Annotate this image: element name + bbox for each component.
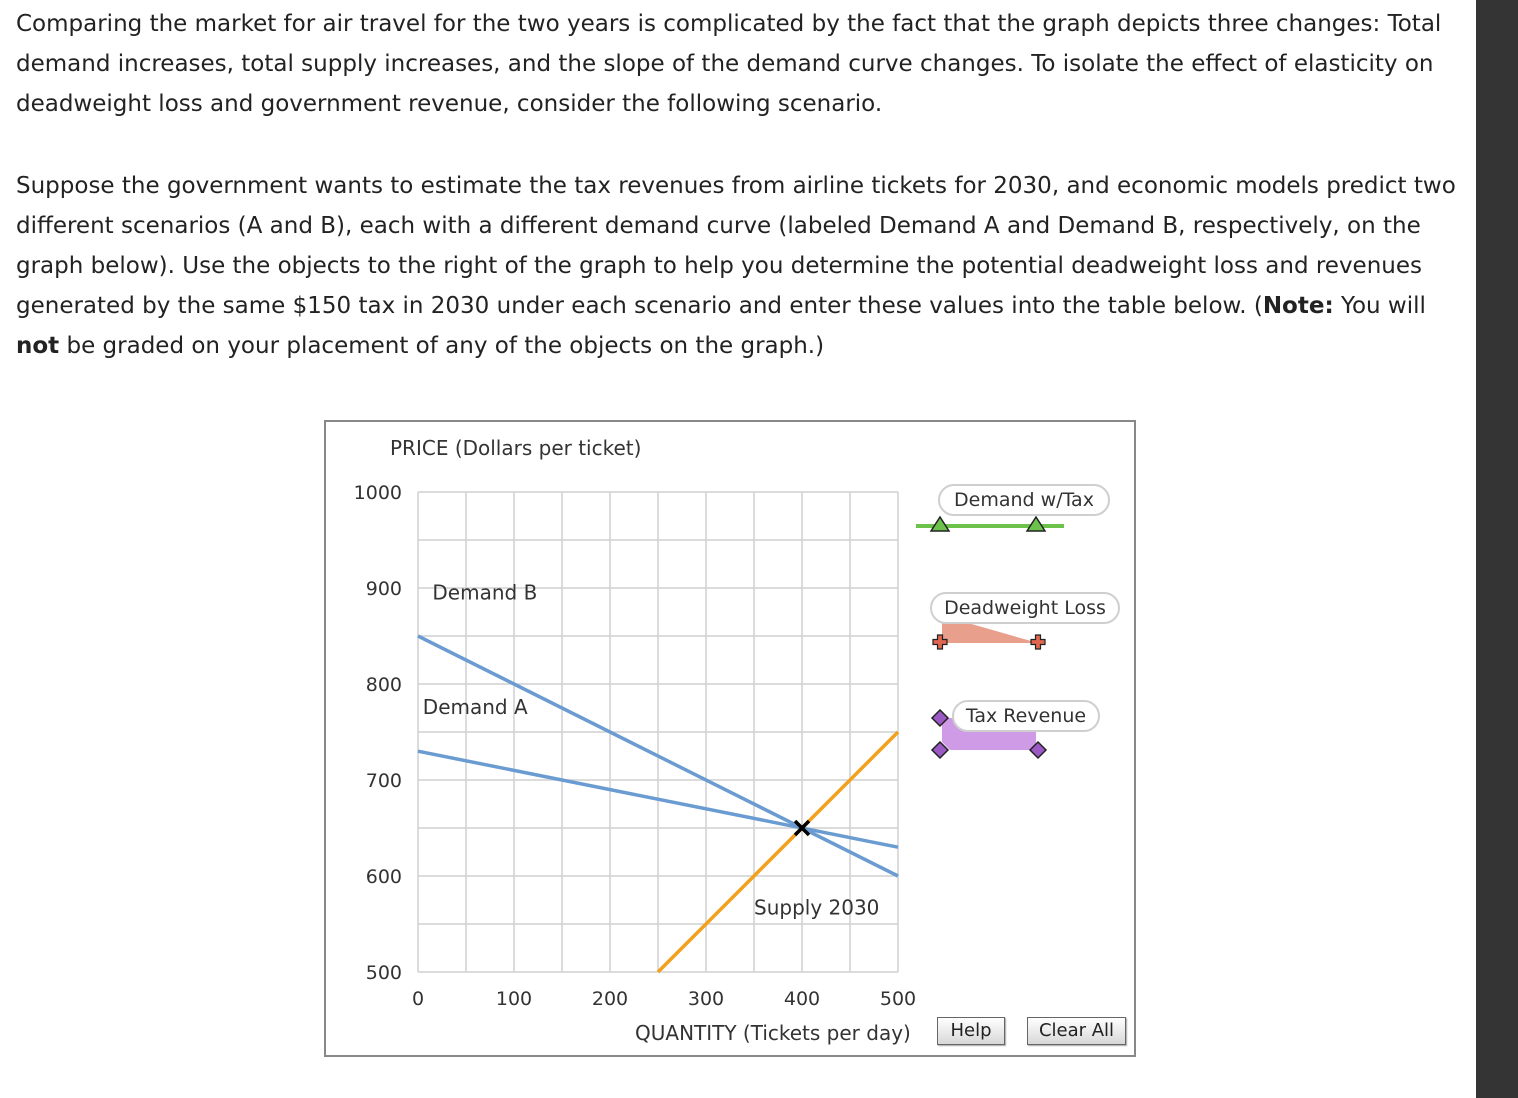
y-tick-label: 900 [365, 578, 402, 600]
deadweight-loss-tool[interactable] [933, 623, 1045, 649]
deadweight-loss-shape-icon [942, 623, 1038, 643]
demand-b-label: Demand B [432, 580, 538, 605]
x-axis-title: QUANTITY (Tickets per day) [635, 1021, 911, 1045]
y-tick-label: 600 [365, 866, 402, 888]
y-axis-title: PRICE (Dollars per ticket) [390, 436, 642, 460]
note-mid: You will [1333, 293, 1426, 319]
y-tick-label: 800 [365, 674, 402, 696]
intro-paragraph-2 [16, 166, 1456, 366]
cross-handle-icon [1031, 635, 1045, 649]
help-button[interactable]: Help [937, 1017, 1005, 1045]
y-tick-label: 700 [365, 770, 402, 792]
x-tick-label: 0 [411, 988, 425, 1010]
x-tick-label: 400 [783, 988, 821, 1010]
intro-paragraph-2-text: Suppose the government wants to estimate the tax revenues from airline tickets for 2030, and economic models predict two different scenarios (A and B), each with a different demand curve (labeled Demand A and Demand B, respectively, on the graph below). Use the objects to the right of the graph to help you determine the potential deadweight loss and revenues generated by the same $150 tax in 2030 under each scenario and enter these values into the table below. ( [16, 173, 1456, 319]
x-tick-label: 500 [879, 988, 917, 1010]
page-scrollbar[interactable] [1476, 0, 1518, 1098]
tax-revenue-tool-label[interactable]: Tax Revenue [952, 700, 1100, 732]
y-tick-label: 1000 [353, 482, 402, 504]
supply-2030-label: Supply 2030 [754, 895, 880, 920]
supply-demand-chart [326, 422, 1138, 1059]
x-tick-label: 200 [591, 988, 629, 1010]
graph-frame [324, 420, 1136, 1057]
x-tick-label: 100 [495, 988, 533, 1010]
x-tick-label: 300 [687, 988, 725, 1010]
demand-with-tax-tool[interactable] [916, 517, 1064, 531]
supply-2030-line[interactable] [658, 732, 898, 972]
deadweight-loss-tool-label[interactable]: Deadweight Loss [930, 592, 1120, 624]
demand-a-label: Demand A [422, 694, 528, 719]
intro-paragraph-1: Comparing the market for air travel for the two years is complicated by the fact that the graph depicts three changes: Total demand increases, total supply increases, and the slope of the demand curve changes. To isolate the effect of elasticity on deadweight loss and government revenue, consider the following scenario. [16, 11, 1442, 117]
demand-with-tax-tool-label[interactable]: Demand w/Tax [938, 484, 1110, 516]
note-not: not [16, 333, 60, 359]
y-tick-label: 500 [365, 962, 402, 984]
note-label: Note: [1262, 293, 1334, 319]
clear-all-button[interactable]: Clear All [1027, 1017, 1126, 1045]
note-end: be graded on your placement of any of the objects on the graph.) [59, 333, 825, 359]
